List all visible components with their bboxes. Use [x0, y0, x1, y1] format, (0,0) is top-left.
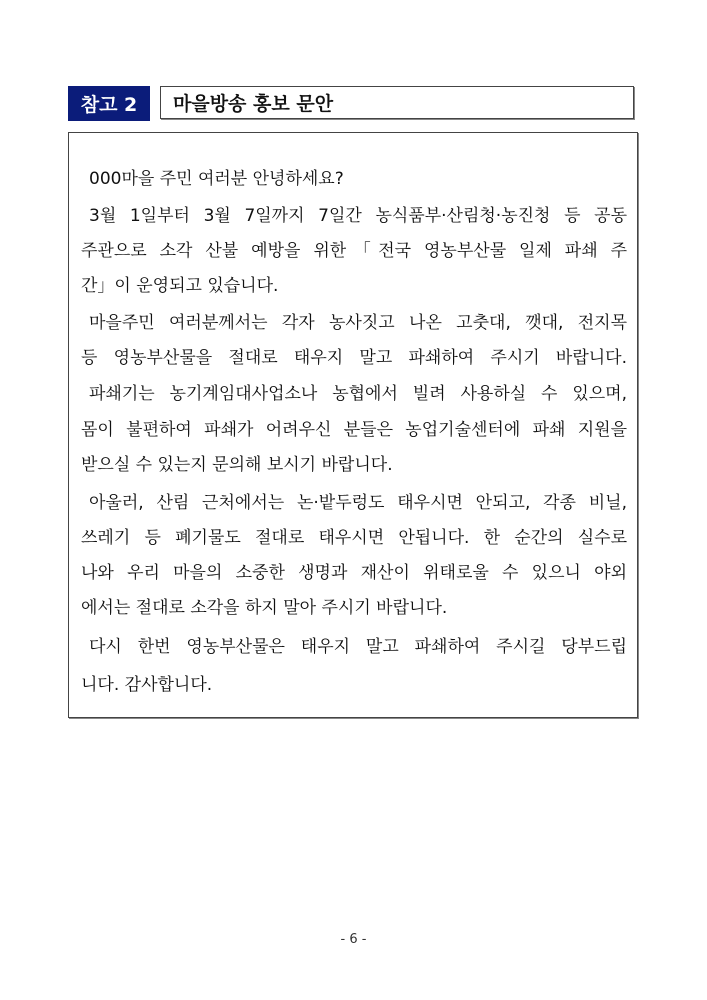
paragraph-line: 몸이 불편하여 파쇄가 어려우신 분들은 농업기술센터에 파쇄 지원을	[81, 420, 627, 440]
paragraph-line: 다시 한번 영농부산물은 태우지 말고 파쇄하여 주시길 당부드립	[89, 637, 627, 657]
paragraph-line: 나와 우리 마을의 소중한 생명과 재산이 위태로울 수 있으니 야외	[81, 563, 627, 583]
title-text: 마을방송 홍보 문안	[173, 93, 334, 115]
paragraph-line: 3월 1일부터 3월 7일까지 7일간 농식품부·산림청·농진청 등 공동	[89, 206, 627, 226]
paragraph-line: 쓰레기 등 폐기물도 절대로 태우시면 안됩니다. 한 순간의 실수로	[81, 528, 627, 548]
paragraph-line: 간」이 운영되고 있습니다.	[81, 276, 279, 296]
page-number: - 6 -	[340, 932, 367, 947]
reference-tag: 참고 2	[68, 86, 150, 121]
paragraph-line: 아울러, 산림 근처에서는 논·밭두렁도 태우시면 안되고, 각종 비닐,	[89, 493, 627, 513]
page-title	[160, 86, 634, 119]
paragraph-line: 니다. 감사합니다.	[81, 675, 213, 695]
paragraph-line: 000마을 주민 여러분 안녕하세요?	[89, 169, 344, 189]
paragraph-line: 에서는 절대로 소각을 하지 말아 주시기 바랍니다.	[81, 598, 448, 618]
paragraph-line: 받으실 수 있는지 문의해 보시기 바랍니다.	[81, 455, 393, 475]
paragraph-line: 등 영농부산물을 절대로 태우지 말고 파쇄하여 주시기 바랍니다.	[81, 348, 627, 368]
paragraph-line: 주관으로 소각 산불 예방을 위한「전국 영농부산물 일제 파쇄 주	[81, 241, 627, 261]
announcement-box	[68, 132, 638, 718]
paragraph-line: 마을주민 여러분께서는 각자 농사짓고 나온 고춧대, 깻대, 전지목	[89, 313, 627, 333]
paragraph-line: 파쇄기는 농기계임대사업소나 농협에서 빌려 사용하실 수 있으며,	[89, 384, 627, 404]
